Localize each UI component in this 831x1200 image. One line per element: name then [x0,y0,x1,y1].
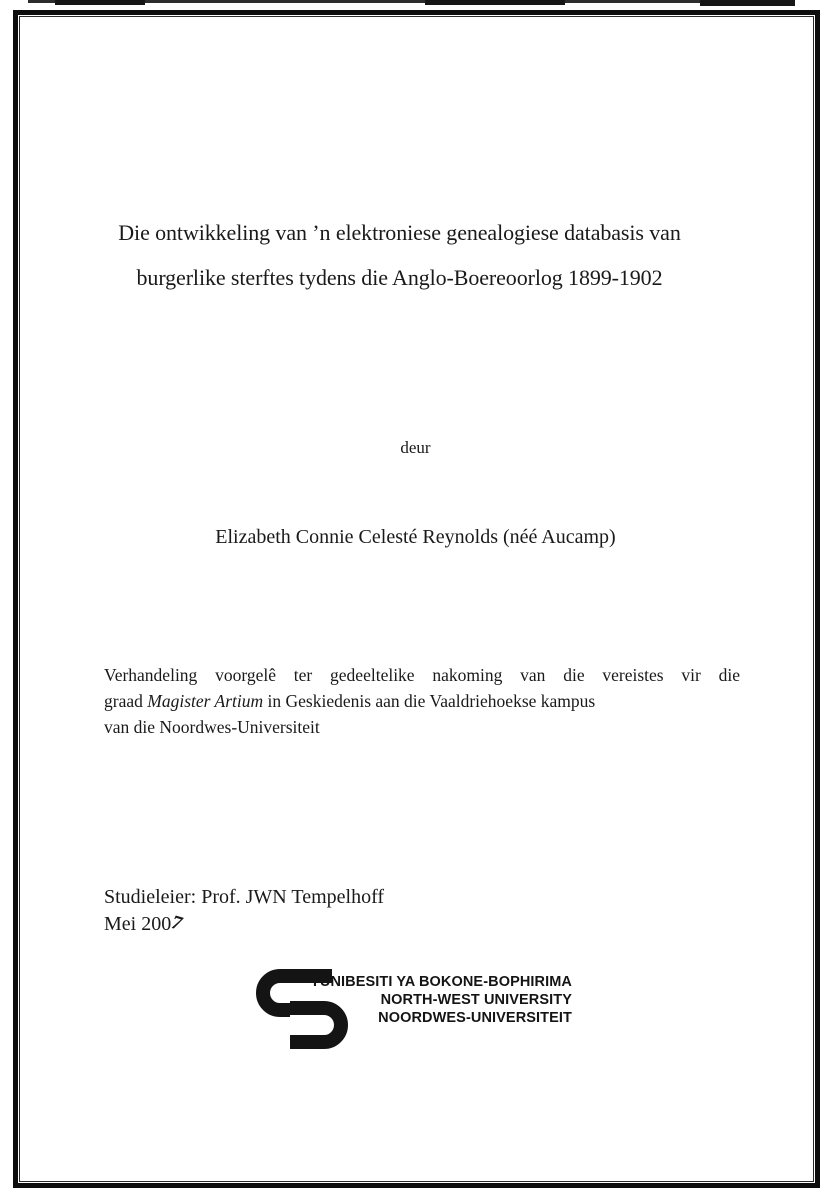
thesis-title [0,210,799,300]
logo-line-english: NORTH-WEST UNIVERSITY [380,992,572,1008]
logo-line-afrikaans: NOORDWES-UNIVERSITEIT [378,1010,572,1026]
thesis-title-line-2: burgerlike sterftes tydens die Anglo-Boereoorlog 1899-1902 [136,265,663,290]
supervisor-block [104,884,384,938]
degree-statement-line-3: van die Noordwes-Universiteit [104,717,320,737]
university-logo-text [310,973,572,1027]
degree-statement-line-2 [104,688,740,714]
logo-line-setswana: YUNIBESITI YA BOKONE-BOPHIRIMA [310,974,572,990]
degree-statement-line-1: Verhandeling voorgelê ter gedeeltelike nakoming van die vereistes vir die [104,665,740,685]
degree-statement-line-2-suffix: in Geskiedenis aan die Vaaldriehoekse kampus [263,691,596,711]
scan-artifact [425,0,565,5]
date-line [104,911,384,938]
author-name: Elizabeth Connie Celesté Reynolds (néé Aucamp) [215,526,616,548]
scan-artifact [55,0,145,5]
byline: deur [400,438,431,457]
year-last-digit: 7 [167,911,186,935]
thesis-title-line-1: Die ontwikkeling van ’n elektroniese genealogiese databasis van [118,220,681,245]
degree-name-italic: Magister Artium [147,691,264,711]
supervisor-line: Studieleier: Prof. JWN Tempelhoff [104,886,385,908]
date-prefix: Mei 200 [104,913,172,935]
degree-statement-line-2-prefix: graad [104,691,148,711]
degree-statement [104,662,740,740]
scan-artifact [700,0,795,6]
